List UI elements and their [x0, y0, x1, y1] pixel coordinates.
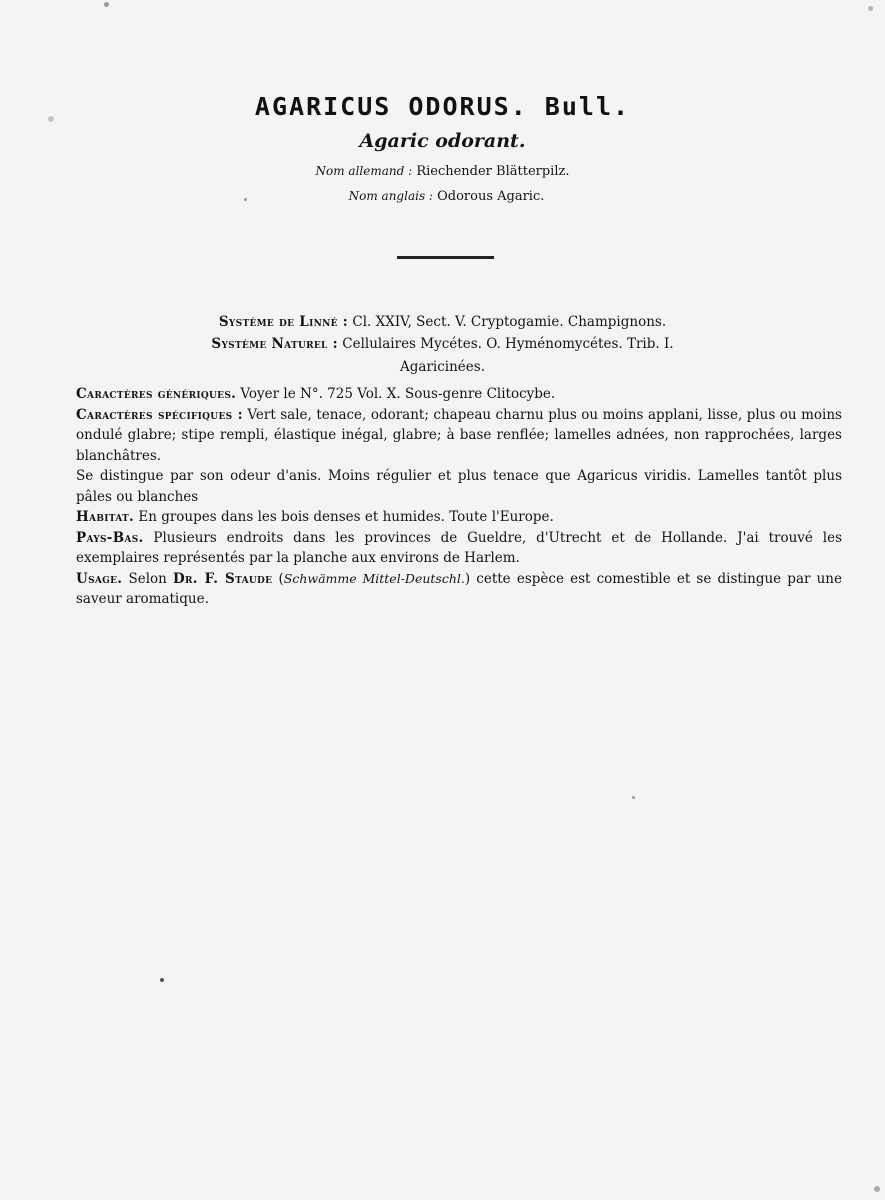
german-name-label: Nom allemand : [315, 164, 413, 178]
usage-reference: Schwämme Mittel-Deutschl. [283, 570, 465, 586]
natural-system-label: Système Naturel : [211, 336, 338, 352]
specific-characters-label: Caractères spécifiques : [76, 406, 243, 423]
usage-author: Dr. F. Staude [173, 570, 273, 587]
description-body [76, 384, 842, 610]
netherlands-text: Plusieurs endroits dans les provinces de Gueldre, d'Utrecht et de Hollande. J'ai trouvé les exemplaires représentés par la planche aux environs de Harlem. [76, 529, 842, 566]
usage-text-2: ( [272, 570, 284, 587]
netherlands-paragraph [76, 528, 842, 569]
english-name-label: Nom anglais : [348, 189, 433, 203]
english-name-value: Odorous Agaric. [437, 189, 545, 204]
habitat-paragraph [76, 507, 842, 528]
netherlands-label: Pays-Bas. [76, 529, 144, 546]
usage-text-1: Selon [122, 570, 174, 587]
specific-characters-paragraph [76, 405, 842, 467]
paper-speck [160, 978, 164, 982]
paper-speck [104, 2, 109, 7]
linne-system-line [0, 314, 885, 330]
title-divider [397, 256, 494, 259]
generic-characters-paragraph [76, 384, 842, 405]
habitat-label: Habitat. [76, 509, 135, 525]
usage-text-3: ) cette espèce est comestible et se distingue par une saveur aromatique. [76, 570, 842, 607]
distinction-paragraph: Se distingue par son odeur d'anis. Moins régulier et plus tenace que Agaricus viridis. Lamelles tantôt plus pâles ou blanches [76, 468, 842, 505]
page-subtitle: Agaric odorant. [359, 130, 526, 152]
usage-paragraph [76, 569, 842, 610]
page-title: AGARICUS ODORUS. Bull. [254, 92, 631, 121]
habitat-text: En groupes dans les bois denses et humides. Toute l'Europe. [134, 509, 554, 525]
natural-system-line [0, 336, 885, 352]
generic-characters-label: Caractères génériques. [76, 386, 237, 402]
linne-system-value: Cl. XXIV, Sect. V. Cryptogamie. Champignons. [352, 314, 667, 330]
paper-speck [632, 796, 635, 799]
paper-speck [868, 6, 873, 11]
natural-system-value: Cellulaires Mycétes. O. Hyménomycétes. Trib. I. [342, 336, 674, 352]
generic-characters-text: Voyer le N°. 725 Vol. X. Sous-genre Clitocybe. [236, 386, 556, 402]
usage-label: Usage. [76, 570, 123, 587]
english-name-line [4, 189, 885, 204]
specific-characters-text: Vert sale, tenace, odorant; chapeau charnu plus ou moins applani, lisse, plus ou moins ondulé glabre; stipe rempli, élastique inégal, glabre; à base renflée; lamelles adnées, non rapprochées, larges blanchâtres. [76, 406, 842, 464]
german-name-line [0, 164, 885, 179]
linne-system-label: Système de Linné : [218, 314, 349, 330]
german-name-value: Riechender Blätterpilz. [416, 164, 570, 179]
natural-system-continuation: Agaricinées. [400, 359, 485, 375]
paper-speck [874, 1186, 880, 1192]
